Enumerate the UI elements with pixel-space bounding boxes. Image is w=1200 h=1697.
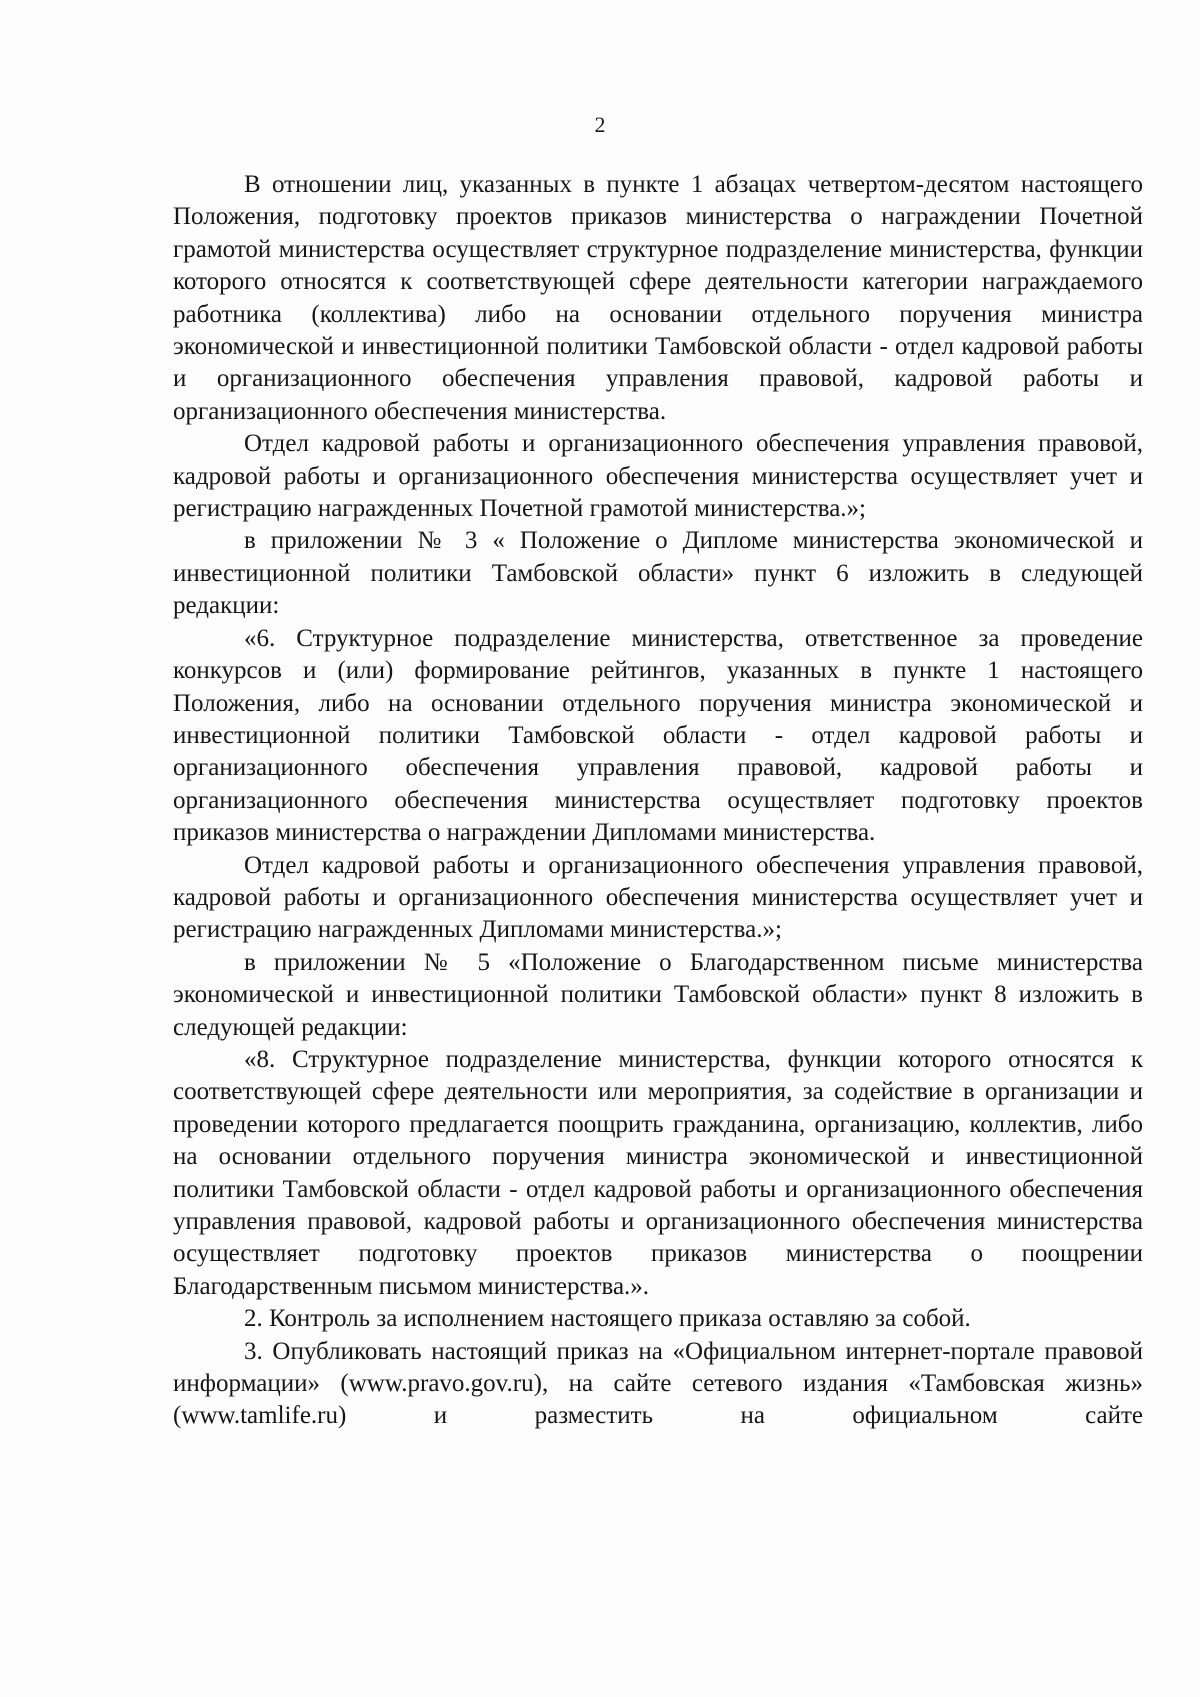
paragraph-award-responsibility: В отношении лиц, указанных в пункте 1 абзацах четвертом-десятом настоящего Положения, подготовку проектов приказов министерства о награждении Почетной грамотой министерства осуществляет структурное подразделение министерства, функции которого относятся к соответствующей сфере деятельности категории награждаемого работника (коллектива) либо на основании отдельного поручения министра экономической и инвестиционной политики Тамбовской области - отдел кадровой работы и организационного обеспечения управления правовой, кадровой работы и организационного обеспечения министерства. [173,171,1143,425]
document-body [173,169,1143,1433]
paragraph-diploma-registration: Отдел кадровой работы и организационного обеспечения управления правовой, кадровой работы и организационного обеспечения министерства осуществляет учет и регистрацию награжденных Дипломами министерства.»; [173,851,1143,944]
paragraph-publication-clause: 3. Опубликовать настоящий приказ на «Официальном интернет-портале правовой информации» (www.pravo.gov.ru), на сайте сетевого издания «Тамбовская жизнь» (www.tamlife.ru) и разместить на официальном сайте [173,1337,1143,1430]
paragraph-appendix-3-intro: в приложении № 3 « Положение о Дипломе министерства экономической и инвестиционной политики Тамбовской области» пункт 6 изложить в следующей редакции: [173,527,1143,620]
paragraph-item-8: «8. Структурное подразделение министерства, функции которого относятся к соответствующей сфере деятельности или мероприятия, за содействие в организации и проведении которого предлагается поощрить гражданина, организацию, коллектив, либо на основании отдельного поручения министра экономической и инвестиционной политики Тамбовской области - отдел кадровой работы и организационного обеспечения управления правовой, кадровой работы и организационного обеспечения министерства осуществляет подготовку проектов приказов министерства о поощрении Благодарственным письмом министерства.». [173,1045,1143,1300]
paragraph-award-registration: Отдел кадровой работы и организационного обеспечения управления правовой, кадровой работы и организационного обеспечения министерства осуществляет учет и регистрацию награжденных Почетной грамотой министерства.»; [173,430,1143,523]
paragraph-appendix-5-intro: в приложении № 5 «Положение о Благодарственном письме министерства экономической и инвестиционной политики Тамбовской области» пункт 8 изложить в следующей редакции: [173,948,1143,1041]
paragraph-control-clause: 2. Контроль за исполнением настоящего приказа оставляю за собой. [244,1305,971,1333]
page-number: 2 [594,112,606,137]
paragraph-item-6: «6. Структурное подразделение министерства, ответственное за проведение конкурсов и (или) формирование рейтингов, указанных в пункте 1 настоящего Положения, либо на основании отдельного поручения министра экономической и инвестиционной политики Тамбовской области - отдел кадровой работы и организационного обеспечения управления правовой, кадровой работы и организационного обеспечения министерства осуществляет подготовку проектов приказов министерства о награждении Дипломами министерства. [173,624,1143,847]
